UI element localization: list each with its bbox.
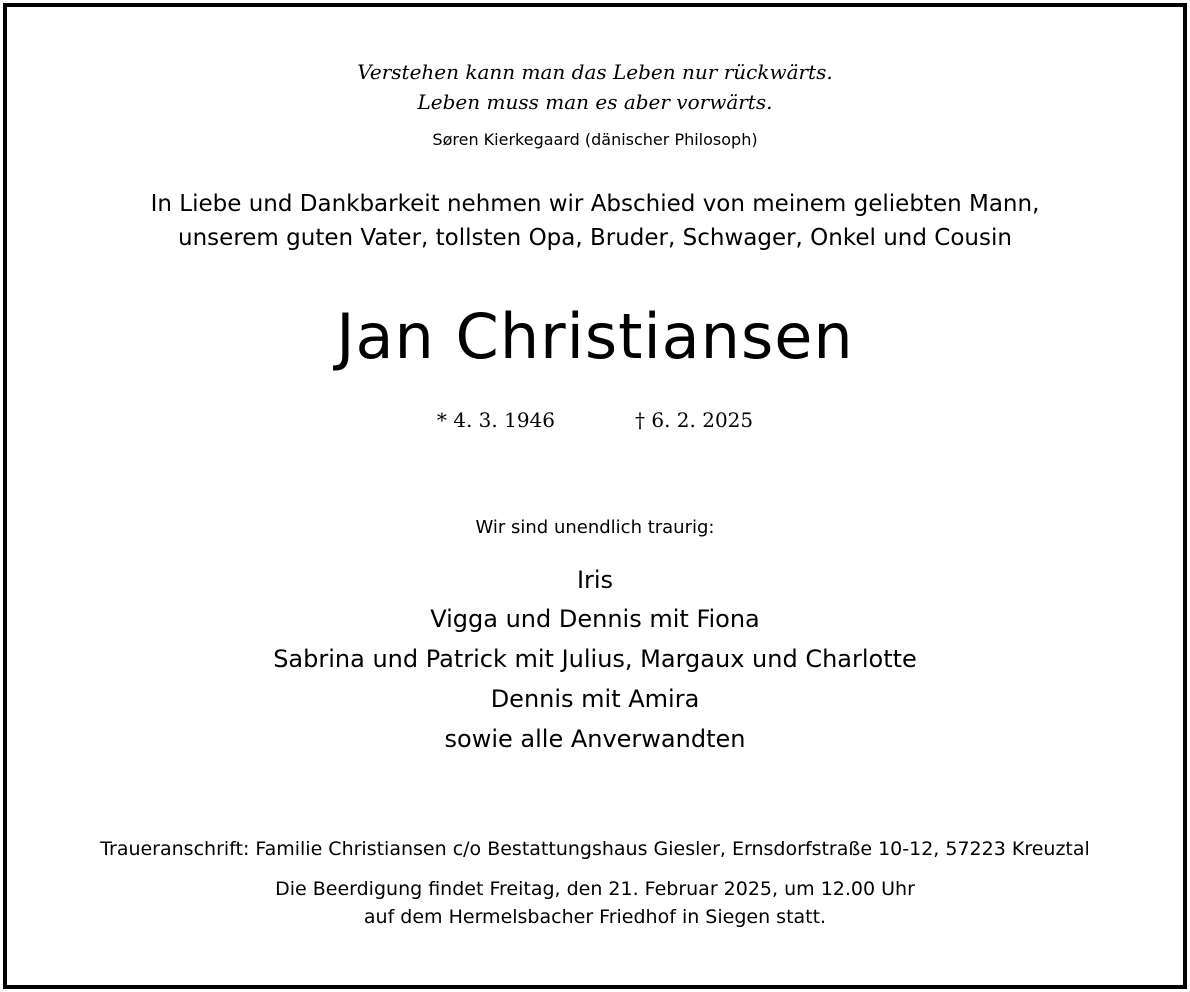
mourner-line: Vigga und Dennis mit Fiona: [430, 605, 760, 633]
deceased-name: Jan Christiansen: [336, 300, 854, 373]
mourner-line: Sabrina und Patrick mit Julius, Margaux und Charlotte: [273, 645, 917, 673]
funeral-line-1: Die Beerdigung findet Freitag, den 21. Februar 2025, um 12.00 Uhr: [275, 878, 915, 900]
condolence-address: Traueranschrift: Familie Christiansen c/o Bestattungshaus Giesler, Ernsdorfstraße 10-12, 57223 Kreuztal: [100, 838, 1090, 860]
mourner-line: sowie alle Anverwandten: [444, 725, 746, 753]
mourners-heading: Wir sind unendlich traurig:: [475, 517, 715, 538]
intro-line-1: In Liebe und Dankbarkeit nehmen wir Abschied von meinem geliebten Mann,: [150, 191, 1040, 217]
birth-date: * 4. 3. 1946: [436, 408, 555, 432]
quote-author: Søren Kierkegaard (dänischer Philosoph): [432, 130, 758, 149]
quote-line-2: Leben muss man es aber vorwärts.: [417, 90, 773, 114]
quote-line-1: Verstehen kann man das Leben nur rückwärts.: [357, 60, 833, 84]
death-date: † 6. 2. 2025: [635, 408, 754, 432]
mourner-line: Dennis mit Amira: [490, 685, 700, 713]
intro-line-2: unserem guten Vater, tollsten Opa, Bruder, Schwager, Onkel und Cousin: [178, 225, 1012, 251]
mourner-line: Iris: [576, 566, 614, 594]
life-dates: [0, 408, 1190, 432]
funeral-line-2: auf dem Hermelsbacher Friedhof in Siegen statt.: [363, 906, 827, 928]
